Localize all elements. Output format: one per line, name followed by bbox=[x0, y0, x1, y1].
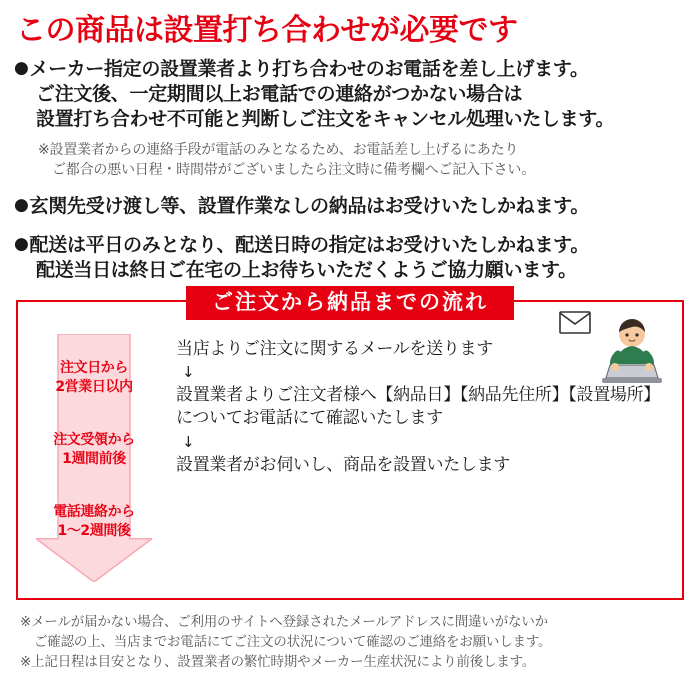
timeline-label-1 bbox=[55, 359, 132, 397]
bullet-text: メーカー指定の設置業者より打ち合わせのお電話を差し上げます。 bbox=[29, 57, 589, 80]
timeline-label-line: 1週間前後 bbox=[62, 450, 126, 467]
timeline-label-line: 注文日から bbox=[60, 359, 128, 376]
footnote-line: ご確認の上、当店までお電話にてご注文の状況について確認のご連絡をお願いします。 bbox=[34, 633, 552, 650]
bullet-dot-icon: ● bbox=[14, 57, 29, 78]
flow-timeline-labels bbox=[36, 334, 152, 582]
order-flow-box bbox=[16, 289, 684, 600]
spacer bbox=[14, 221, 686, 233]
bullet-dot-icon: ● bbox=[14, 234, 29, 255]
bullet-sub-line: ご注文後、一定期間以上お電話での連絡がつかない場合は bbox=[36, 82, 523, 105]
timeline-label-line: 電話連絡から bbox=[53, 503, 135, 520]
timeline-label-3 bbox=[53, 503, 135, 541]
flow-title: ご注文から納品までの流れ bbox=[186, 286, 514, 320]
bullet-block-3 bbox=[14, 233, 686, 283]
bullet-note-line: ご都合の悪い日程・時間帯がございましたら注文時に備考欄へご記入下さい。 bbox=[52, 162, 535, 179]
flow-arrow-icon: ↓ bbox=[182, 432, 195, 451]
flow-inner bbox=[18, 328, 682, 598]
bullet-block-1 bbox=[14, 57, 686, 181]
bullet-dot-icon: ● bbox=[14, 195, 29, 216]
flow-step-1: 当店よりご注文に関するメールを送ります bbox=[176, 338, 493, 359]
footnotes bbox=[20, 612, 682, 673]
page-title: この商品は設置打ち合わせが必要です bbox=[16, 13, 518, 48]
bullet-item bbox=[14, 194, 686, 219]
bullet-note-line: ※設置業者からの連絡手段が電話のみとなるため、お電話差し上げるにあたり bbox=[38, 141, 519, 158]
flow-timeline-column bbox=[18, 328, 170, 598]
footnote-line: ※メールが届かない場合、ご利用のサイトへ登録されたメールアドレスに間違いがないか bbox=[20, 613, 548, 630]
person-laptop-mail-illustration bbox=[558, 310, 678, 386]
flow-arrow-icon: ↓ bbox=[182, 363, 195, 382]
spacer bbox=[14, 182, 686, 194]
timeline-label-line: 1〜2週間後 bbox=[57, 522, 131, 539]
bullet-block-2 bbox=[14, 194, 686, 219]
flow-step-3: 設置業者がお伺いし、商品を設置いたします bbox=[176, 454, 510, 475]
bullet-item bbox=[14, 233, 686, 258]
footnote-line: ※上記日程は目安となり、設置業者の繁忙時期やメーカー生産状況により前後します。 bbox=[20, 654, 536, 671]
flow-steps-column bbox=[170, 328, 682, 598]
spacer bbox=[14, 132, 686, 140]
flow-step-2: 設置業者よりご注文者様へ【納品日】【納品先住所】【設置場所】についてお電話にて確認いたします bbox=[176, 385, 660, 429]
bullet-text: 玄関先受け渡し等、設置作業なしの納品はお受けいたしかねます。 bbox=[29, 195, 590, 218]
bullet-note bbox=[38, 140, 686, 181]
bullet-sub-line: 配送当日は終日ご在宅の上お待ちいただくようご協力願います。 bbox=[36, 259, 577, 282]
bullet-item bbox=[14, 57, 686, 82]
bullet-sub-line: 設置打ち合わせ不可能と判断しご注文をキャンセル処理いたします。 bbox=[36, 107, 615, 130]
timeline-label-line: 2営業日以内 bbox=[55, 378, 133, 395]
timeline-label-2 bbox=[53, 431, 135, 469]
timeline-label-line: 注文受領から bbox=[53, 431, 135, 448]
bullet-text: 配送は平日のみとなり、配送日時の指定はお受けいたしかねます。 bbox=[29, 234, 590, 257]
